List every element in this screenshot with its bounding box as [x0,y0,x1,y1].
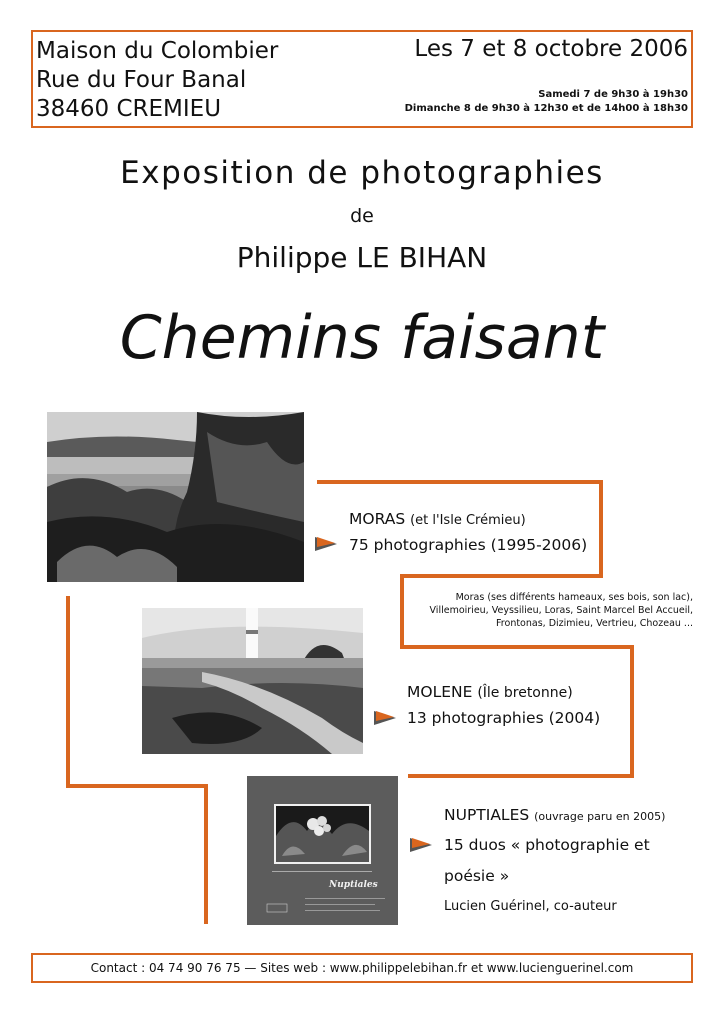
nuptiales-coauthor: Lucien Guérinel, co-auteur [444,899,617,914]
book-title: Nuptiales [329,880,378,890]
venue-city: 38460 CREMIEU [36,96,222,122]
title-de: de [350,205,374,227]
exhibition-title: Exposition de photographies [120,155,604,191]
molene-title [407,683,573,701]
molene-title-text: MOLENE [407,683,473,701]
arrow-icon [315,537,337,551]
nuptiales-title [444,806,665,824]
molene-photo [142,608,363,754]
moras-place-line: Villemoirieu, Veyssilieu, Loras, Saint Marcel Bel Accueil, [429,605,693,616]
connector-line [599,480,603,578]
molene-subtitle: (Île bretonne) [477,685,573,701]
artist-name: Philippe LE BIHAN [236,241,488,274]
nuptiales-title-text: NUPTIALES [444,806,530,824]
contact-text: Contact : 04 74 90 76 75 — Sites web : www.philippelebihan.fr et www.lucienguerinel.com [90,961,634,975]
contact-footer [31,953,693,983]
nuptiales-count-line1: 15 duos « photographie et [444,836,650,854]
connector-line [630,645,634,778]
connector-line [66,596,70,788]
molene-count: 13 photographies (2004) [407,709,601,727]
hours-sunday: Dimanche 8 de 9h30 à 12h30 et de 14h00 à 18h30 [404,103,688,114]
connector-line [66,784,208,788]
connector-line [400,574,603,578]
venue-name: Maison du Colombier [36,38,279,64]
arrow-icon [410,838,432,852]
moras-subtitle: (et l'Isle Crémieu) [410,513,526,528]
moras-place-line: Frontonas, Dizimieu, Vertrieu, Chozeau ... [496,618,693,629]
moras-place-line: Moras (ses différents hameaux, ses bois, son lac), [455,592,693,603]
moras-photo [47,412,304,582]
moras-places [430,591,693,630]
connector-line [317,480,603,484]
venue-street: Rue du Four Banal [36,67,247,93]
connector-line [400,574,404,649]
event-dates: Les 7 et 8 octobre 2006 [414,36,688,62]
moras-title-text: MORAS [349,510,406,528]
nuptiales-subtitle: (ouvrage paru en 2005) [534,810,666,823]
moras-title [349,510,526,528]
connector-line [408,774,634,778]
connector-line [400,645,634,649]
moras-count: 75 photographies (1995-2006) [349,536,588,554]
arrow-icon [374,711,396,725]
exhibition-name: Chemins faisant [119,303,605,373]
nuptiales-count-line2: poésie » [444,867,510,885]
connector-line [204,784,208,924]
nuptiales-book-cover [247,776,398,925]
hours-saturday: Samedi 7 de 9h30 à 19h30 [538,89,688,100]
